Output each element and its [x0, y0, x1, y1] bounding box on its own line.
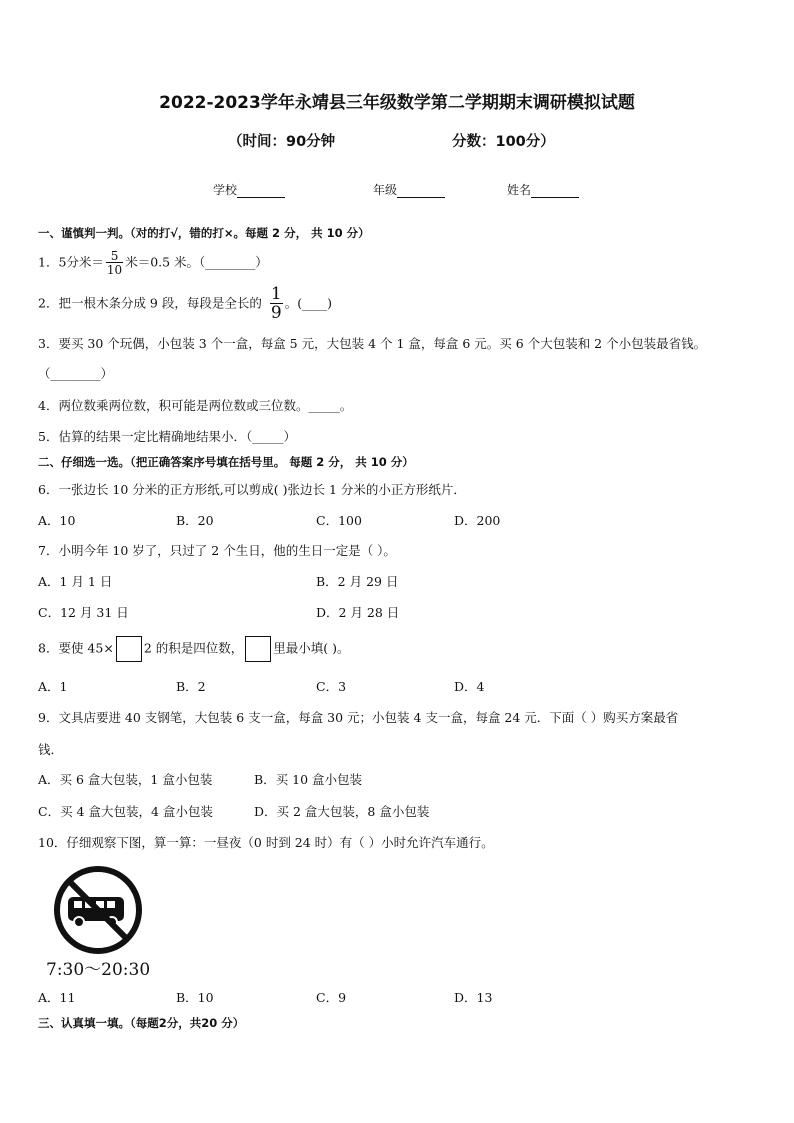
name-label: 姓名 [507, 183, 532, 197]
q9-option-a[interactable]: A．买 6 盒大包装，1 盒小包装 [38, 772, 213, 787]
school-label: 学校 [213, 183, 238, 197]
question-3-blank: （________） [38, 366, 114, 381]
q10-option-c[interactable]: C．9 [316, 990, 347, 1005]
q10-option-d[interactable]: D．13 [454, 990, 493, 1005]
section-heading-3: 三、认真填一填。（每题2分，共20 分） [38, 1016, 245, 1030]
q9-option-d[interactable]: D．买 2 盒大包装，8 盒小包装 [254, 804, 430, 819]
q8-option-c[interactable]: C．3 [316, 679, 347, 694]
q8-option-a[interactable]: A．1 [38, 679, 68, 694]
q9-option-c[interactable]: C．买 4 盒大包装，4 盒小包装 [38, 804, 213, 819]
grade-field[interactable] [373, 181, 445, 198]
name-blank[interactable] [531, 185, 579, 198]
fraction-1-9: $\frac{1}{9}$ [270, 284, 282, 323]
score-label: 分数：100分） [452, 134, 555, 150]
no-bus-sign-icon [52, 864, 144, 960]
question-9-cont: 钱． [38, 742, 64, 757]
question-6: 6．一张边长 10 分米的正方形纸,可以剪成( )张边长 1 分米的小正方形纸片． [38, 482, 466, 497]
q6-option-b[interactable]: B．20 [176, 513, 214, 528]
q9-option-b[interactable]: B．买 10 盒小包装 [254, 772, 363, 787]
question-5: 5．估算的结果一定比精确地结果小．（_____） [38, 429, 296, 444]
time-label: （时间：90分钟 [228, 134, 336, 150]
sign-time-range: 7:30～20:30 [46, 960, 151, 980]
question-9: 9．文具店要进 40 支钢笔，大包装 6 支一盒，每盒 30 元；小包装 4 支一盒，每盒 24 元．下面（ ）购买方案最省 [38, 710, 679, 725]
question-8: 8．要使 45× 2 的积是四位数， 里最小填( )。 [38, 636, 349, 662]
question-2: 2．把一根木条分成 9 段，每段是全长的 $\frac{1}{9}$ 。(____) [38, 284, 332, 323]
question-7: 7．小明今年 10 岁了，只过了 2 个生日，他的生日一定是（ ）。 [38, 543, 396, 558]
question-4: 4．两位数乘两位数，积可能是两位数或三位数。_____。 [38, 398, 353, 413]
school-blank[interactable] [237, 185, 285, 198]
grade-label: 年级 [373, 183, 398, 197]
q6-option-d[interactable]: D．200 [454, 513, 501, 528]
q7-option-b[interactable]: B．2 月 29 日 [316, 574, 399, 589]
q7-option-d[interactable]: D．2 月 28 日 [316, 605, 400, 620]
q6-option-c[interactable]: C．100 [316, 513, 362, 528]
question-1: 1．5分米＝ $\frac{5}{10}$ 米＝0.5 米。（________） [38, 249, 268, 277]
question-3: 3．要买 30 个玩偶，小包装 3 个一盒，每盒 5 元，大包装 4 个 1 盒，每盒 6 元。买 6 个大包装和 2 个小包装最省钱。 [38, 336, 707, 351]
school-field[interactable] [213, 181, 285, 198]
q10-option-a[interactable]: A．11 [38, 990, 76, 1005]
q8-option-d[interactable]: D．4 [454, 679, 485, 694]
section-heading-2: 二、仔细选一选。（把正确答案序号填在括号里。 每题 2 分， 共 10 分） [38, 455, 414, 469]
q7-option-c[interactable]: C．12 月 31 日 [38, 605, 129, 620]
q10-option-b[interactable]: B．10 [176, 990, 214, 1005]
question-10: 10．仔细观察下图，算一算：一昼夜（0 时到 24 时）有（ ）小时允许汽车通行。 [38, 835, 494, 850]
q8-option-b[interactable]: B．2 [176, 679, 206, 694]
fraction-5-10: $\frac{5}{10}$ [106, 249, 123, 277]
section-heading-1: 一、谨慎判一判。（对的打√，错的打×。每题 2 分， 共 10 分） [38, 226, 370, 240]
answer-box [116, 636, 142, 662]
q7-option-a[interactable]: A．1 月 1 日 [38, 574, 113, 589]
page-title: 2022-2023学年永靖县三年级数学第二学期期末调研模拟试题 [159, 93, 635, 113]
no-vehicle-icon [52, 864, 144, 956]
answer-box [245, 636, 271, 662]
name-field[interactable] [507, 181, 579, 198]
q6-option-a[interactable]: A．10 [38, 513, 76, 528]
grade-blank[interactable] [397, 185, 445, 198]
